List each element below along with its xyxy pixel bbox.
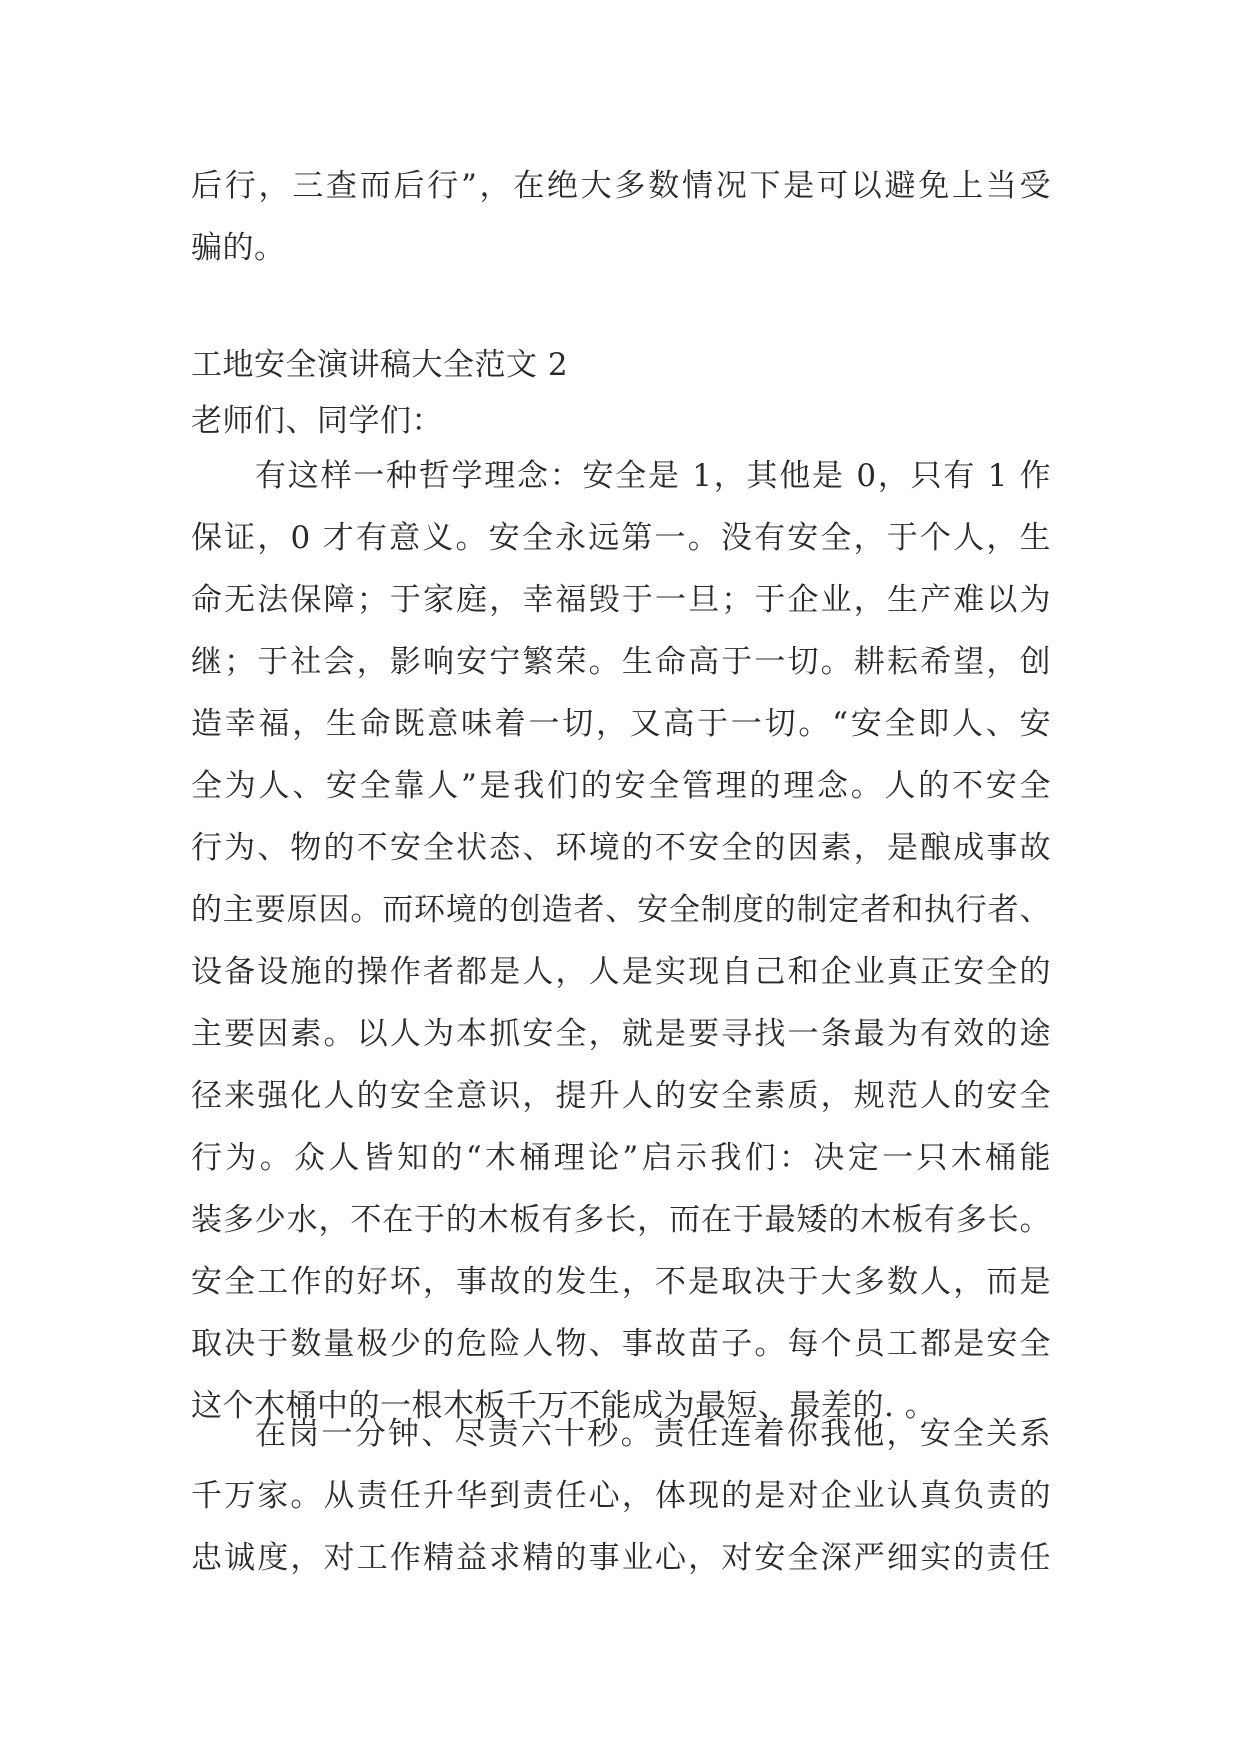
text-line: 造幸福，生命既意味着一切，又高于一切。“安全即人、安 bbox=[191, 706, 1051, 742]
text-line: 安全工作的好坏，事故的发生，不是取决于大多数人，而是 bbox=[191, 1264, 1051, 1300]
text-line: 全为人、安全靠人”是我们的安全管理的理念。人的不安全 bbox=[191, 768, 1051, 804]
text-line: 装多少水，不在于的木板有多长，而在于最矮的木板有多长。 bbox=[191, 1202, 1051, 1238]
text-line: 保证，0 才有意义。安全永远第一。没有安全，于个人，生 bbox=[191, 520, 1051, 556]
text-line: 行为、物的不安全状态、环境的不安全的因素，是酿成事故 bbox=[191, 830, 1051, 866]
text-line: 命无法保障；于家庭，幸福毁于一旦；于企业，生产难以为 bbox=[191, 582, 1051, 618]
text-line: 主要因素。以人为本抓安全，就是要寻找一条最为有效的途 bbox=[191, 1016, 1051, 1052]
body-paragraph-2 bbox=[191, 1403, 1051, 1589]
text-line: 这个木桶中的一根木板千万不能成为最短、最差的. 。 bbox=[191, 1388, 937, 1424]
text-line: 千万家。从责任升华到责任心，体现的是对企业认真负责的 bbox=[191, 1478, 1051, 1514]
salutation: 老师们、同学们： bbox=[191, 403, 443, 439]
text-line: 取决于数量极少的危险人物、事故苗子。每个员工都是安全 bbox=[191, 1326, 1051, 1362]
section-title: 工地安全演讲稿大全范文 2 bbox=[191, 347, 569, 383]
intro-paragraph bbox=[191, 155, 1051, 279]
text-line: 继；于社会，影响安宁繁荣。生命高于一切。耕耘希望，创 bbox=[191, 644, 1051, 680]
text-line: 的主要原因。而环境的创造者、安全制度的制定者和执行者、 bbox=[191, 892, 1051, 928]
text-line: 行为。众人皆知的“木桶理论”启示我们：决定一只木桶能 bbox=[191, 1140, 1051, 1176]
body-paragraph-1 bbox=[191, 445, 1051, 1437]
text-line: 后行，三查而后行”，在绝大多数情况下是可以避免上当受 bbox=[191, 168, 1051, 204]
section-heading bbox=[191, 337, 1051, 449]
text-line: 有这样一种哲学理念：安全是 1，其他是 0，只有 1 作 bbox=[255, 458, 1051, 494]
text-line: 在岗一分钟、尽责六十秒。责任连着你我他，安全关系 bbox=[255, 1416, 1051, 1452]
text-line: 忠诚度，对工作精益求精的事业心，对安全深严细实的责任 bbox=[191, 1540, 1051, 1576]
text-line: 骗的。 bbox=[191, 230, 286, 266]
text-line: 径来强化人的安全意识，提升人的安全素质，规范人的安全 bbox=[191, 1078, 1051, 1114]
text-line: 设备设施的操作者都是人，人是实现自己和企业真正安全的 bbox=[191, 954, 1051, 990]
